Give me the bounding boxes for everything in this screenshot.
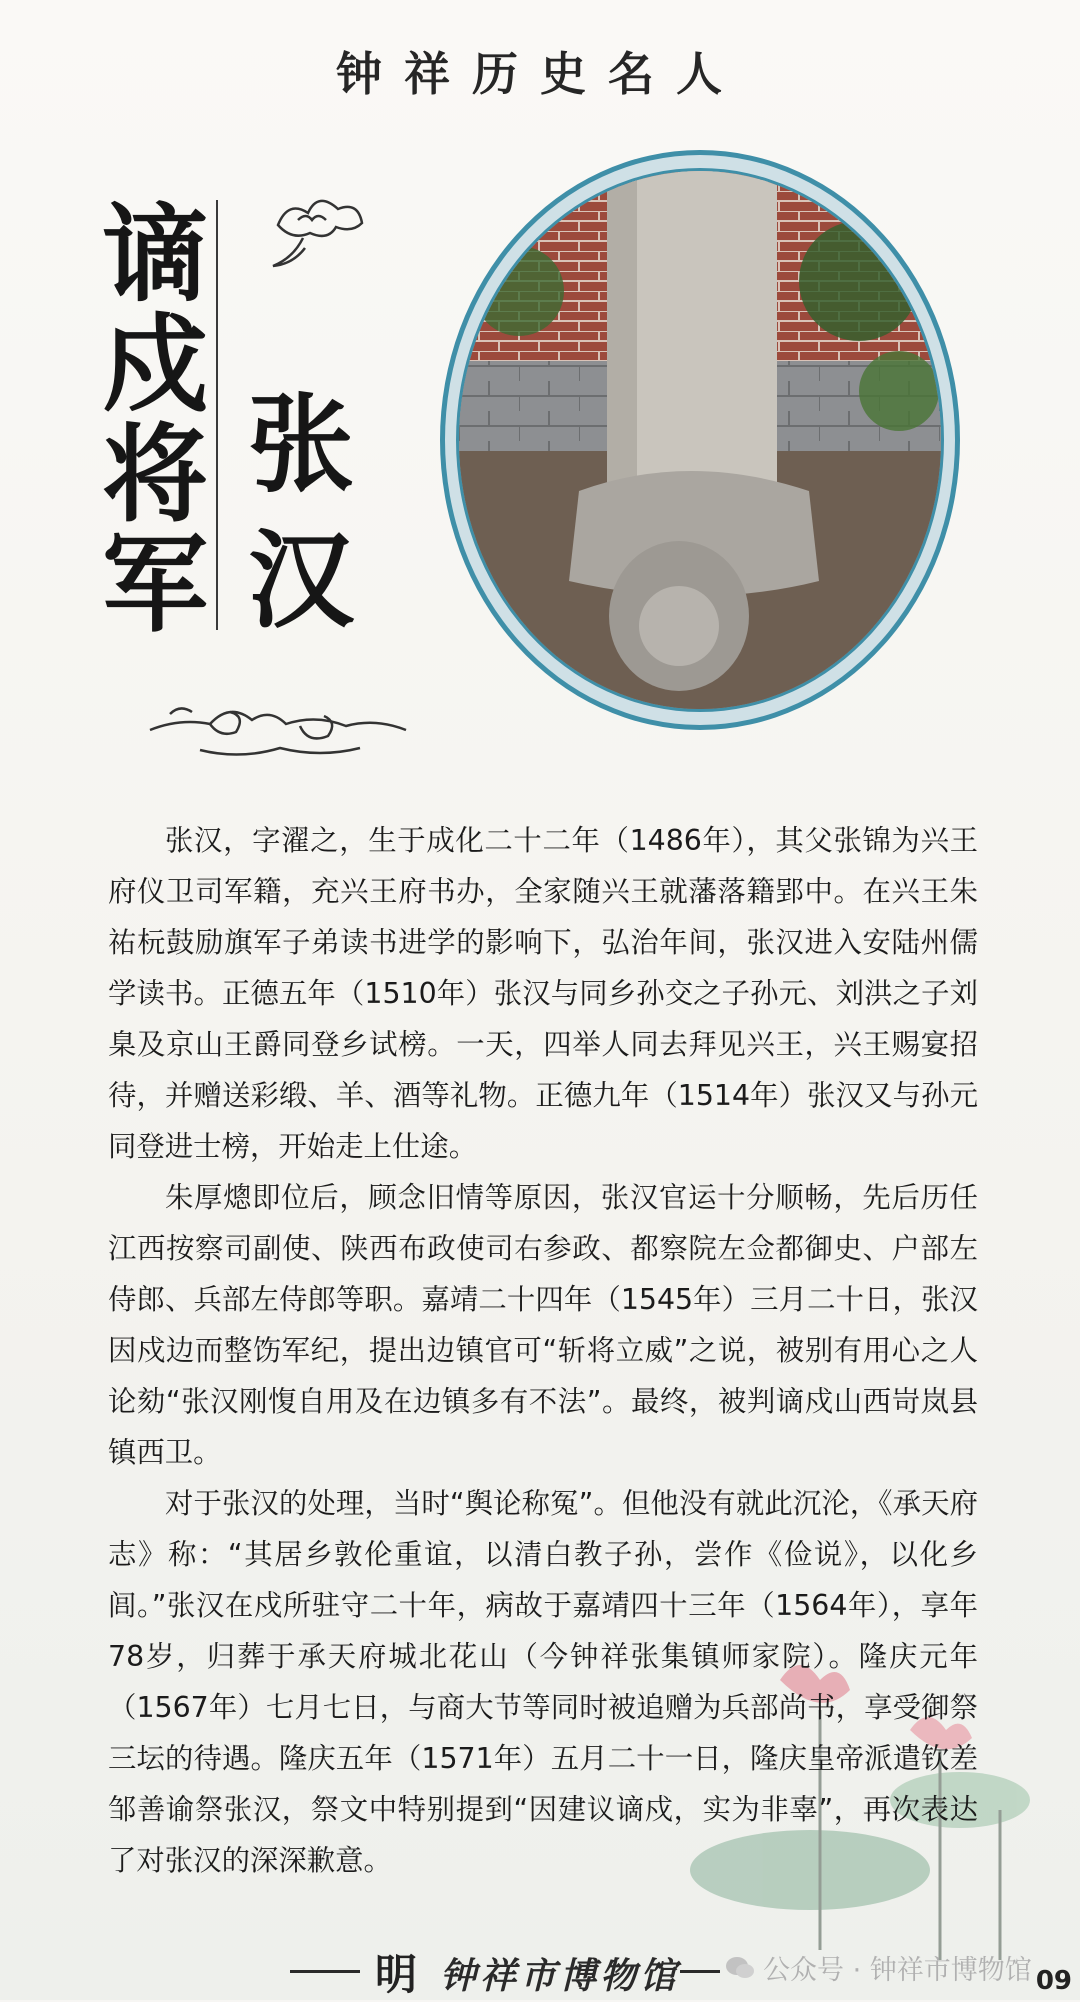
- article-paragraph: 对于张汉的处理，当时“舆论称冤”。但他没有就此沉沦，《承天府志》称：“其居乡敦伦重谊，以清白教子孙，尝作《俭说》，以化乡闾。”张汉在戍所驻守二十年，病故于嘉靖四十三年（1564年），享年78岁，归葬于承天府城北花山（今钟祥张集镇师家院）。隆庆元年（1567年）七月七日，与商大节等同时被追赠为兵部尚书，享受御祭三坛的待遇。隆庆五年（1571年）五月二十一日，隆庆皇帝派遣钦差邹善谕祭张汉，祭文中特别提到“因建议谪戍，实为非辜”，再次表达了对张汉的深深歉意。: [108, 1487, 978, 1877]
- wechat-icon: [725, 1955, 755, 1981]
- watermark: [725, 1948, 1032, 1987]
- title-divider: [216, 200, 218, 630]
- epithet-title: 谪戍将军: [85, 198, 210, 638]
- series-title: 钟祥历史名人: [336, 47, 744, 101]
- footer-rule-right: [680, 1970, 720, 1973]
- person-name: 张汉: [231, 388, 356, 660]
- stele-on-turtle-photo: [456, 168, 944, 712]
- footer-rule-left: [290, 1970, 360, 1973]
- cloud-ornament-icon: [258, 180, 378, 280]
- article-paragraph: 朱厚熜即位后，顾念旧情等原因，张汉官运十分顺畅，先后历任江西按察司副使、陕西布政使司右参政、都察院左佥都御史、户部左侍郎、兵部左侍郎等职。嘉靖二十四年（1545年）三月二十日，张汉因戍边而整饬军纪，提出边镇官可“斩将立威”之说，被别有用心之人论劾“张汉刚愎自用及在边镇多有不法”。最终，被判谪戍山西岢岚县镇西卫。: [108, 1181, 978, 1469]
- article-paragraph: 张汉，字濯之，生于成化二十二年（1486年），其父张锦为兴王府仪卫司军籍，充兴王府书办，全家随兴王就藩落籍郢中。在兴王朱祐杬鼓励旗军子弟读书进学的影响下，弘治年间，张汉进入安陆州儒学读书。正德五年（1510年）张汉与同乡孙交之子孙元、刘洪之子刘臬及京山王爵同登乡试榜。一天，四举人同去拜见兴王，兴王赐宴招待，并赠送彩缎、羊、酒等礼物。正德九年（1514年）张汉又与孙元同登进士榜，开始走上仕途。: [108, 824, 978, 1163]
- cloud-ornament-icon: [140, 690, 420, 780]
- museum-name: 钟祥市博物馆: [440, 1955, 681, 1997]
- watermark-text: 公众号 · 钟祥市博物馆: [763, 1955, 1032, 1986]
- page-number: 09: [1035, 1966, 1072, 1996]
- article-body: [108, 815, 978, 1886]
- museum-logo: 明: [375, 1950, 420, 1999]
